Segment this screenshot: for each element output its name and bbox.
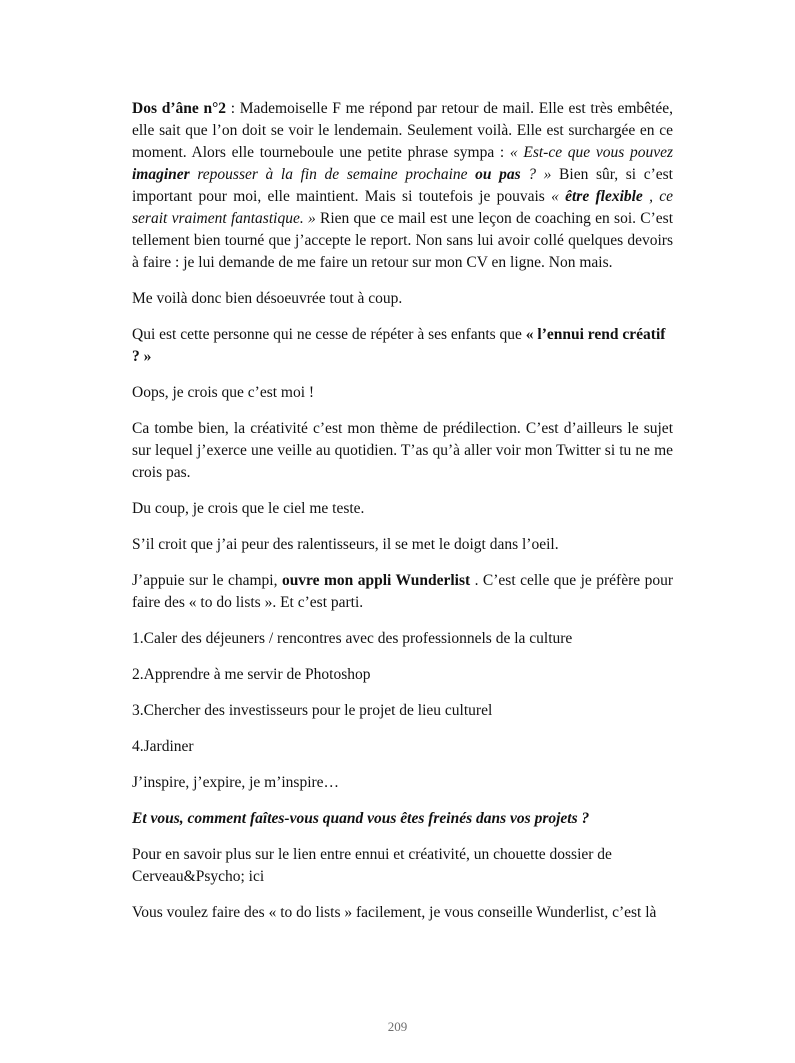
paragraph-to-do-lists: Vous voulez faire des « to do lists » facilement, je vous conseille Wunderlist, c’est là	[132, 904, 657, 921]
text-column	[132, 98, 673, 938]
paragraph-desoeuvree: Me voilà donc bien désoeuvrée tout à coup.	[132, 290, 403, 307]
emphasis-text: imaginer	[132, 166, 190, 183]
paragraph-ennui	[132, 324, 673, 368]
emphasis-text: ou pas	[475, 166, 521, 183]
quote-text: « Est-ce que vous pouvez	[509, 144, 673, 161]
paragraph-text: : Mademoiselle F me répond par retour de mail. Elle est très embêtée, elle sait que l’on doit se voir le lendemain. Seulement voilà. Elle est surchargée en ce moment. Alors elle tourneboule une petite phrase sympa :	[132, 100, 673, 161]
paragraph-ralentisseurs: S’il croit que j’ai peur des ralentisseurs, il se met le doigt dans l’oeil.	[132, 536, 559, 553]
list-item: 3.Chercher des investisseurs pour le projet de lieu culturel	[132, 702, 493, 719]
paragraph-cerveau-psycho: Pour en savoir plus sur le lien entre ennui et créativité, un chouette dossier de Cerveau&Psycho; ici	[132, 846, 612, 885]
quote-text: repousser à la fin de semaine prochaine	[189, 166, 476, 183]
page-number: 209	[387, 1019, 408, 1034]
paragraph-text: J’appuie sur le champi,	[132, 572, 282, 589]
paragraph-text: . C’est celle que je préfère pour faire des « to do lists ». Et c’est parti.	[132, 572, 673, 611]
paragraph-wunderlist	[132, 570, 673, 614]
paragraph-text: Rien que ce mail est une leçon de coaching en soi. C’est tellement bien tourné que j’accepte le report. Non sans lui avoir collé quelques devoirs à faire : je lui demande de me faire un retour sur mon CV en ligne. Non mais.	[132, 210, 673, 271]
paragraph-text: Qui est cette personne qui ne cesse de répéter à ses enfants que	[132, 326, 526, 343]
quote-text: «	[551, 188, 566, 205]
paragraph-question: Et vous, comment faîtes-vous quand vous êtes freinés dans vos projets ?	[132, 810, 590, 827]
emphasis-text: « l’ennui rend créatif ? »	[132, 326, 666, 365]
paragraph-dos-dane	[132, 98, 673, 274]
paragraph-oops: Oops, je crois que c’est moi !	[132, 384, 315, 401]
paragraph-title: Dos d’âne n°2	[132, 100, 227, 117]
quote-text: ? »	[520, 166, 552, 183]
paragraph-creativite: Ca tombe bien, la créativité c’est mon thème de prédilection. C’est d’ailleurs le sujet sur lequel j’exerce une veille au quotidien. T’as qu’à aller voir mon Twitter si tu ne me crois pas.	[132, 420, 673, 481]
paragraph-ciel: Du coup, je crois que le ciel me teste.	[132, 500, 365, 517]
paragraph-inspire: J’inspire, j’expire, je m’inspire…	[132, 774, 340, 791]
quote-text: , ce serait vraiment fantastique. »	[132, 188, 673, 227]
list-item: 4.Jardiner	[132, 738, 194, 755]
emphasis-text: ouvre mon appli Wunderlist	[281, 572, 471, 589]
list-item: 2.Apprendre à me servir de Photoshop	[132, 666, 371, 683]
list-item: 1.Caler des déjeuners / rencontres avec des professionnels de la culture	[132, 630, 573, 647]
paragraph-text: Bien sûr, si c’est important pour moi, elle maintient. Mais si toutefois je pouvais	[132, 166, 673, 205]
emphasis-text: être flexible	[565, 188, 643, 205]
